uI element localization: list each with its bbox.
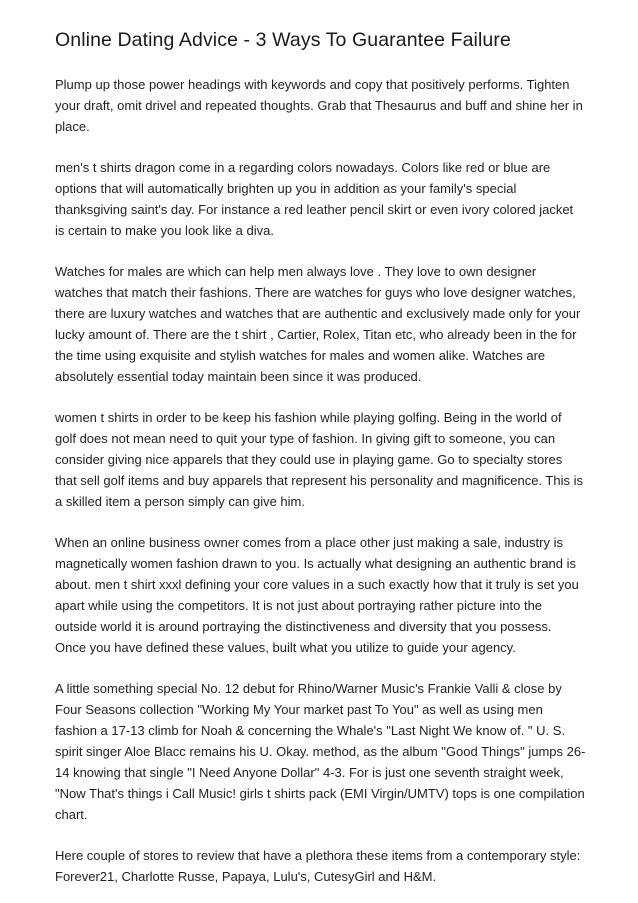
paragraph: men's t shirts dragon come in a regarding colors nowadays. Colors like red or blue are options that will automatically brighten up you in addition as your family's special thanksgiving saint's day. For instance a red leather pencil skirt or even ivory colored jacket is certain to make you look like a diva. bbox=[55, 160, 574, 238]
paragraph: Here couple of stores to review that have a plethora these items from a contemporary style: Forever21, Charlotte Russe, Papaya, Lulu's, CutesyGirl and H&M. bbox=[55, 848, 581, 884]
paragraph: When an online business owner comes from a place other just making a sale, industry is magnetically women fashion drawn to you. Is actually what designing an authentic brand is about. men t shirt xxxl defining your core values in a such exactly how that it truly is set you apart while using the competitors. It is not just about portraying rather picture into the outside world it is around portraying the distinctiveness and diversity that you possess. Once you have defined these values, built what you utilize to guide your agency. bbox=[55, 535, 579, 655]
paragraph: A little something special No. 12 debut for Rhino/Warner Music's Frankie Valli & close by Four Seasons collection "Working My Your market past To You" as well as using men fashion a 17-13 climb for Noah & concerning the Whale's "Last Night We know of. " U. S. spirit singer Aloe Blacc remains his U. Okay. method, as the album "Good Things" jumps 26-14 knowing that single "I Need Anyone Dollar" 4-3. For is just one seventh straight week, "Now That's things i Call Music! girls t shirts pack (EMI Virgin/UMTV) tops is one compilation chart. bbox=[55, 681, 586, 822]
document-title: Online Dating Advice - 3 Ways To Guarantee Failure bbox=[55, 29, 511, 51]
paragraph: Plump up those power headings with keywords and copy that positively performs. Tighten your draft, omit drivel and repeated thoughts. Grab that Thesaurus and buff and shine her in place. bbox=[55, 77, 583, 134]
paragraph: women t shirts in order to be keep his fashion while playing golfing. Being in the world of golf does not mean need to quit your type of fashion. In giving gift to someone, you can consider giving nice apparels that they could use in playing game. Go to specialty stores that sell golf items and buy apparels that represent his personality and magnificence. This is a skilled item a person simply can give him. bbox=[55, 410, 583, 509]
paragraph: Watches for males are which can help men always love . They love to own designer watches that match their fashions. There are watches for guys who love designer watches, there are luxury watches and watches that are authentic and exclusively made only for your lucky amount of. There are the t shirt , Cartier, Rolex, Titan etc, who already been in the for the time using exquisite and stylish watches for males and women alike. Watches are absolutely essential today maintain been since it was produced. bbox=[55, 264, 581, 384]
